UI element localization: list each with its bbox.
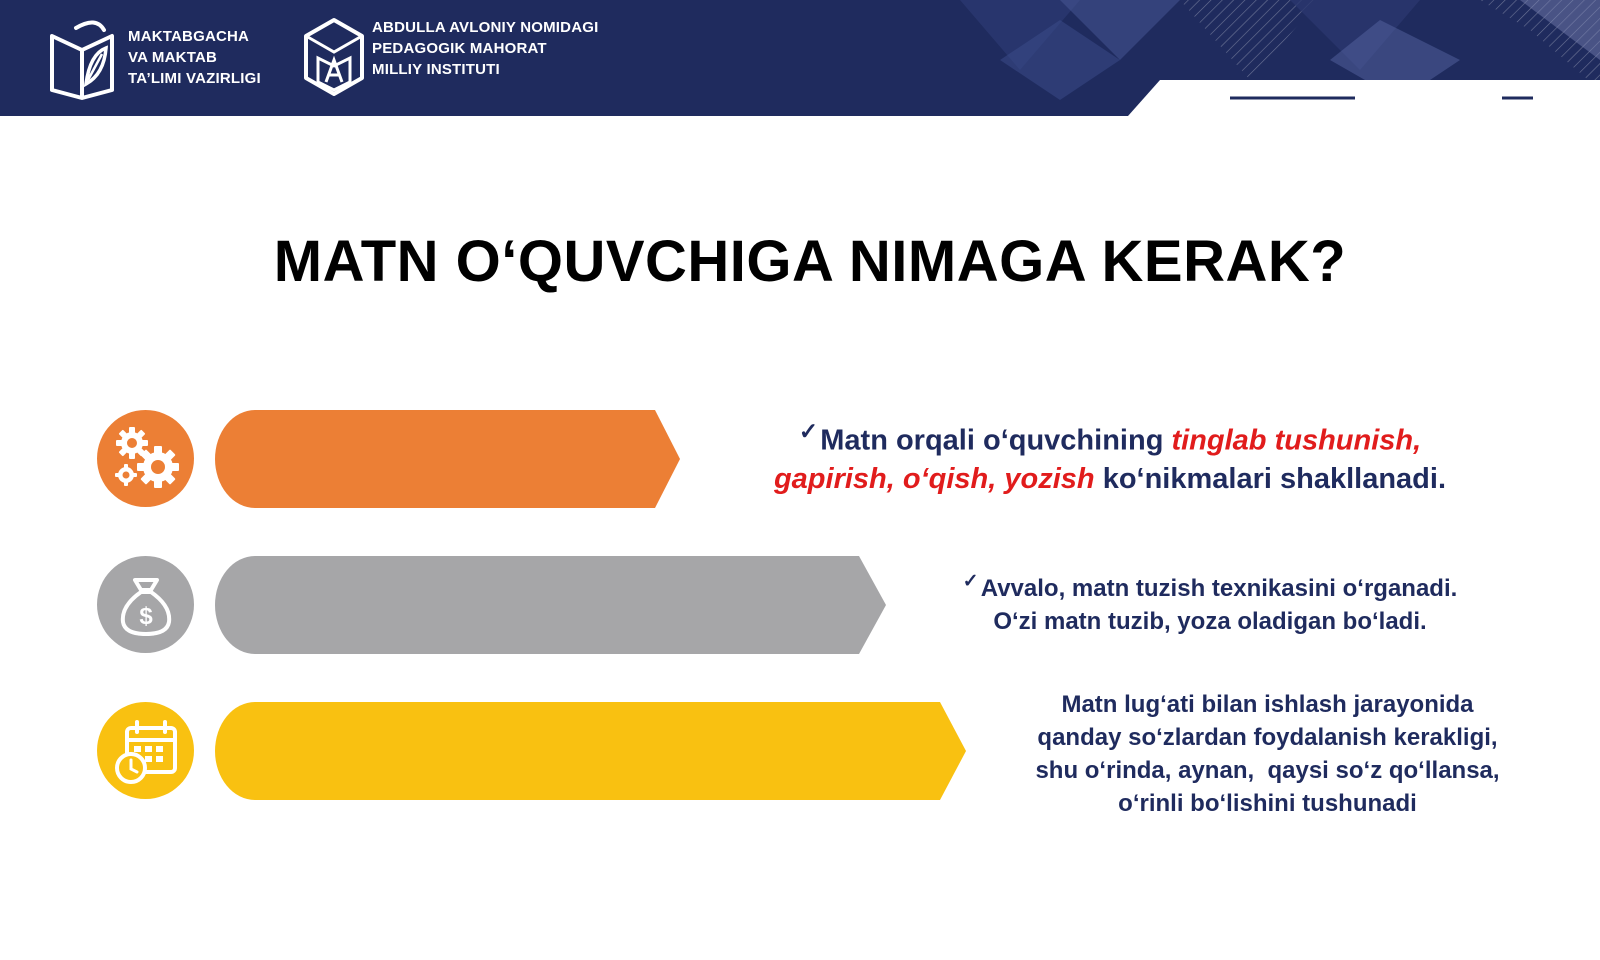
row-2-arrow-bar xyxy=(215,556,891,654)
row-2-line-1 xyxy=(905,565,1515,605)
row-3-description xyxy=(990,688,1545,820)
row-1-description xyxy=(735,412,1485,498)
row-1-line-1 xyxy=(735,412,1485,460)
row-3-arrow-bar xyxy=(215,702,971,800)
institute-name-line: ABDULLA AVLONIY NOMIDAGI xyxy=(372,18,599,36)
row-3-line-2: qanday so‘zlardan foydalanish kerakligi, xyxy=(1037,724,1498,751)
row-3-line-1: Matn lug‘ati bilan ishlash jarayonida xyxy=(1061,691,1474,718)
row-3-icon-circle xyxy=(97,702,194,799)
ministry-logo xyxy=(46,14,261,100)
row-3-line-4: o‘rinli bo‘lishini tushunadi xyxy=(1118,790,1417,817)
ministry-name-line: TA’LIMI VAZIRLIGI xyxy=(128,69,261,87)
row-2-description xyxy=(905,565,1515,638)
institute-name-line: PEDAGOGIK MAHORAT xyxy=(372,39,547,57)
checkmark-icon: ✓ xyxy=(962,571,979,592)
page-title: MATN O‘QUVCHIGA NIMAGA KERAK? xyxy=(273,229,1347,294)
row-1-arrow-bar xyxy=(215,410,685,508)
row-1-highlight: tinglab tushunish, xyxy=(1171,424,1422,457)
row-2-icon-circle xyxy=(97,556,194,653)
header-bar xyxy=(0,0,1600,116)
money-bag-icon xyxy=(111,570,181,640)
ministry-name-line: VA MAKTAB xyxy=(128,48,218,66)
row-1-text: ko‘nikmalari shakllanadi. xyxy=(1094,462,1447,495)
row-1-text: Matn orqali o‘quvchining xyxy=(820,424,1172,457)
svg-text:$: $ xyxy=(138,602,153,630)
institute-name xyxy=(372,17,598,80)
hexagon-a-icon xyxy=(302,14,366,100)
gears-icon xyxy=(106,419,186,499)
row-2-text: Avvalo, matn tuzish texnikasini o‘rganadi. xyxy=(980,575,1458,602)
row-1-icon-circle xyxy=(97,410,194,507)
calendar-clock-icon xyxy=(109,714,183,788)
row-1-highlight: gapirish, o‘qish, yozish xyxy=(773,462,1095,495)
row-2-line-2: O‘zi matn tuzib, yoza oladigan bo‘ladi. xyxy=(993,608,1427,635)
checkmark-icon: ✓ xyxy=(798,418,819,444)
ministry-name-line: MAKTABGACHA xyxy=(128,27,250,45)
book-leaf-icon xyxy=(46,14,118,100)
institute-logo xyxy=(302,14,598,100)
row-1-line-2 xyxy=(735,460,1485,498)
ministry-name xyxy=(128,26,261,89)
row-3-line-3: shu o‘rinda, aynan, qaysi so‘z qo‘llansa, xyxy=(1035,757,1500,784)
institute-name-line: MILLIY INSTITUTI xyxy=(372,60,500,78)
